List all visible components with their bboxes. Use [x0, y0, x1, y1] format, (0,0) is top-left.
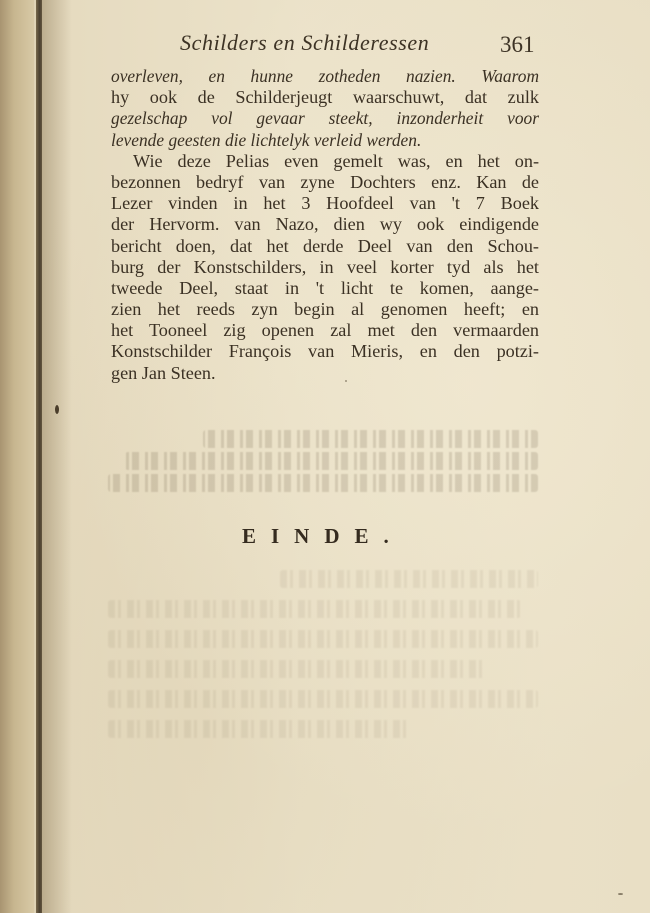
- body-text: [111, 66, 539, 384]
- text-line: Konstschilder François van Mieris, en den potzi-: [111, 341, 539, 362]
- paper-speck: [345, 380, 347, 382]
- text-line: Wie deze Pelias even gemelt was, en het on-: [133, 150, 539, 171]
- show-through-text: [108, 570, 538, 790]
- closing-word: EINDE.: [242, 524, 404, 548]
- text-line: levende geesten die lichtelyk verleid werden.: [111, 129, 422, 150]
- text-line: zien het reeds zyn begin al genomen heeft; en: [111, 299, 539, 320]
- text-line: gezelschap vol gevaar steekt, inzonderheit voor: [111, 108, 539, 129]
- show-through-text: [108, 430, 538, 510]
- page-number: 361: [500, 32, 535, 57]
- text-line: der Hervorm. van Nazo, dien wy ook eindigende: [111, 214, 539, 235]
- text-line: Lezer vinden in het 3 Hoofdeel van 't 7 Boek: [111, 193, 539, 214]
- text-line: het Tooneel zig openen zal met den vermaarden: [111, 320, 539, 341]
- text-line: tweede Deel, staat in 't licht te komen, aange-: [111, 277, 539, 298]
- book-binding: [0, 0, 34, 913]
- text-line: gen Jan Steen.: [111, 362, 216, 383]
- paper-speck: [618, 893, 623, 895]
- gutter-shadow: [42, 0, 72, 913]
- text-line: hy ook de Schilderjeugt waarschuwt, dat zulk: [111, 87, 539, 108]
- text-line: bericht doen, dat het derde Deel van den Schou-: [111, 235, 539, 256]
- text-line: burg der Konstschilders, in veel korter tyd als het: [111, 256, 539, 277]
- text-line: overleven, en hunne zotheden nazien. Waarom: [111, 66, 539, 86]
- paper-speck: [55, 405, 59, 414]
- running-head: Schilders en Schilderessen: [180, 30, 430, 55]
- page-header: [0, 30, 650, 60]
- text-line: bezonnen bedryf van zyne Dochters enz. Kan de: [111, 171, 539, 192]
